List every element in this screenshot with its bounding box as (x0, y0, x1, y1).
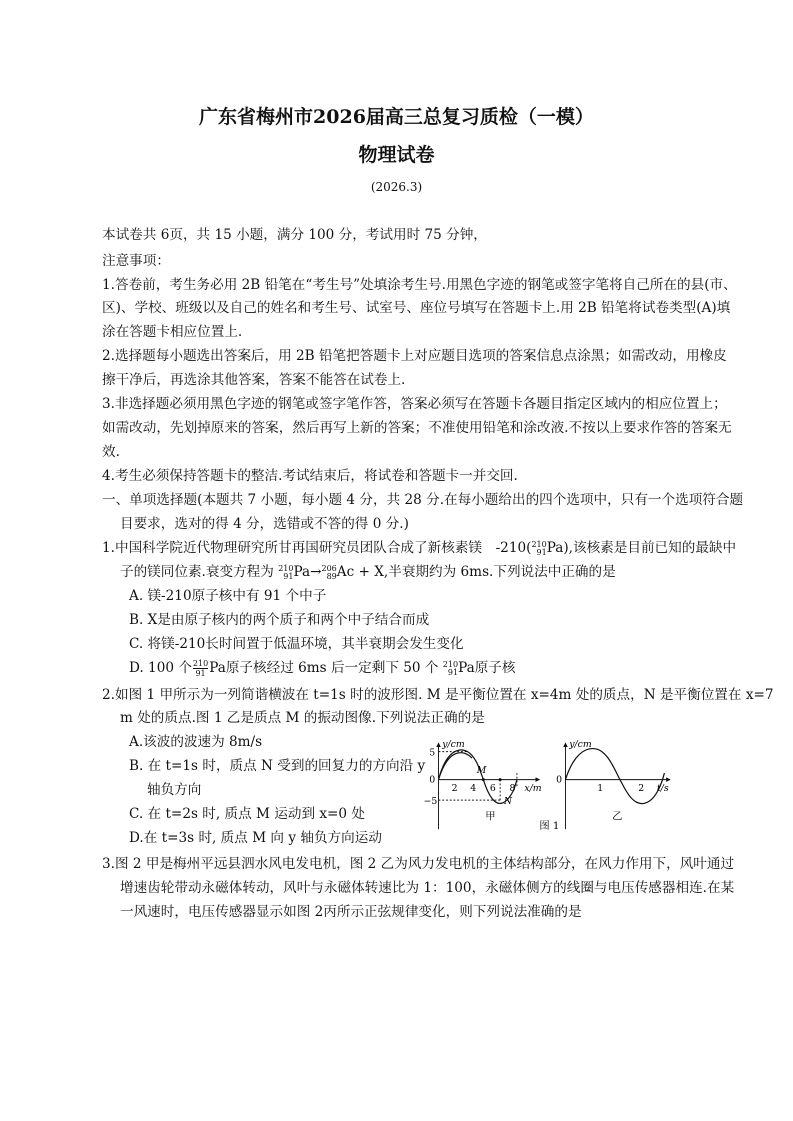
label-n: N (503, 795, 513, 807)
q1-stem-line-2: 子的镁同位素.衰变方程为 210 91 Pa→ 206 89 Ac + X,半衰期约为 6ms.下列说法中正确的是 (120, 563, 616, 581)
notice-heading: 注意事项： (102, 253, 170, 269)
q1-stem-line-1: 1.中国科学院近代物理研究所甘再国研究员团队合成了新核素镁 -210( 210 91 Pa),该核素是目前已知的最缺中 (102, 539, 737, 557)
jia-tick-8: 8 (509, 782, 516, 794)
q3-stem-line-1: 3.图 2 甲是梅州平远县泗水风电发电机，图 2 乙为风力发电机的主体结构部分，在风力作用下，风叶通过 (102, 856, 735, 872)
nuclide-notation: 210 91 (442, 659, 459, 677)
section-1-heading-cont: 目要求，选对的得 4 分，选错或不答的得 0 分.) (120, 516, 409, 532)
point-n (499, 778, 502, 781)
nuclide-notation: 206 89 (321, 563, 337, 581)
jia-tick-0: 0 (429, 774, 436, 786)
notice-3-line-1: 3.非选择题必须用黑色字迹的钢笔或签字笔作答，答案必须写在答题卡各题目指定区域内的相应位置上； (102, 396, 727, 412)
jia-tick-4: 4 (470, 782, 477, 794)
wave-graph-jia (424, 739, 542, 829)
yi-vibration-curve (565, 749, 664, 804)
caption-jia: 甲 (485, 810, 496, 823)
yi-y-label: y/cm (569, 738, 592, 750)
yi-x-label: t/s (656, 782, 669, 794)
q1-option-d: D. 100 个 $\frac{210}{91}$ Pa原子核经过 6ms 后一定剩下 50 个 210 91 Pa原子核 (129, 659, 516, 678)
exam-subtitle: 物理试卷 (358, 144, 435, 166)
jia-x-label: x/m (524, 782, 542, 794)
q1-option-b: B. X是由原子核内的两个质子和两个中子结合而成 (129, 612, 430, 628)
exam-summary: 本试卷共 6页，共 15 小题，满分 100 分，考试用时 75 分钟， (102, 227, 487, 243)
q2-stem-line-1: 2.如图 1 甲所示为一列简谐横波在 t=1s 时的波形图. M 是平衡位置在 x=4m 处的质点，N 是平衡位置在 x=7 (102, 687, 774, 703)
figure-1 (418, 733, 698, 843)
q1-option-a: A. 镁-210原子核中有 91 个中子 (129, 588, 327, 604)
notice-3-line-2: 如需改动，先划掉原来的答案，然后再写上新的答案；不准使用铅笔和涂改液.不按以上要求作答的答案无 (102, 420, 732, 436)
jia-tick-neg5: −5 (423, 795, 438, 807)
q2-option-a: A.该波的波速为 8m/s (129, 734, 263, 750)
q2-option-b-cont: 轴负方向 (147, 782, 202, 798)
yi-tick-0: 0 (556, 774, 563, 786)
nuclide-notation: 210 91 (278, 563, 294, 581)
figure-1-caption: 图 1 (539, 820, 560, 833)
jia-y-label: y/cm (442, 738, 465, 750)
q2-option-c: C. 在 t=2s 时, 质点 M 运动到 x=0 处 (129, 806, 365, 822)
nuclide-notation: 210 91 (531, 539, 547, 557)
notice-3-line-3: 效. (102, 444, 120, 460)
notice-1-line-3: 涂在答题卡相应位置上. (102, 324, 243, 340)
notice-1-line-2: 区)、学校、班级以及自己的姓名和考生号、试室号、座位号填写在答题卡上.用 2B 铅笔将试卷类型(A)填 (102, 300, 731, 316)
caption-yi: 乙 (612, 810, 623, 823)
q1-option-c: C. 将镁-210长时间置于低温环境，其半衰期会发生变化 (129, 636, 464, 652)
q2-option-d: D.在 t=3s 时, 质点 M 向 y 轴负方向运动 (129, 830, 382, 846)
vibration-graph-yi (556, 739, 670, 829)
jia-tick-2: 2 (451, 782, 458, 794)
nuclide-fraction: $\frac{210}{91}$ (192, 659, 209, 678)
notice-2-line-1: 2.选择题每小题选出答案后，用 2B 铅笔把答题卡上对应题目选项的答案信息点涂黑；如需改动，用橡皮 (102, 348, 727, 364)
q2-option-b: B. 在 t=1s 时，质点 N 受到的回复力的方向沿 y (129, 758, 426, 774)
jia-tick-6: 6 (489, 782, 496, 794)
label-m: M (476, 765, 487, 777)
notice-1-line-1: 1.答卷前，考生务必用 2B 铅笔在“考生号”处填涂考生号.用黑色字迹的钢笔或签字笔将自己所在的县(市、 (102, 277, 737, 293)
section-1-heading: 一、单项选择题(本题共 7 小题，每小题 4 分，共 28 分.在每小题给出的四个选项中，只有一个选项符合题 (102, 492, 744, 508)
q2-stem-line-2: m 处的质点.图 1 乙是质点 M 的振动图像.下列说法正确的是 (120, 710, 485, 726)
exam-date: (2026.3) (370, 180, 423, 194)
jia-tick-5: 5 (429, 747, 436, 759)
q3-stem-line-2: 增速齿轮带动永磁体转动，风叶与永磁体转速比为 1：100，永磁体侧方的线圈与电压传感器相连.在某 (120, 880, 735, 896)
q3-stem-line-3: 一风速时，电压传感器显示如图 2丙所示正弦规律变化，则下列说法准确的是 (120, 904, 582, 920)
notice-2-line-2: 擦干净后，再选涂其他答案，答案不能答在试卷上. (102, 372, 406, 388)
exam-title: 广东省梅州市2026届高三总复习质检（一模） (199, 106, 594, 128)
point-m (482, 778, 485, 781)
notice-4: 4.考生必须保持答题卡的整洁.考试结束后，将试卷和答题卡一并交回. (102, 468, 518, 484)
yi-tick-2: 2 (638, 782, 645, 794)
yi-tick-1: 1 (597, 782, 604, 794)
